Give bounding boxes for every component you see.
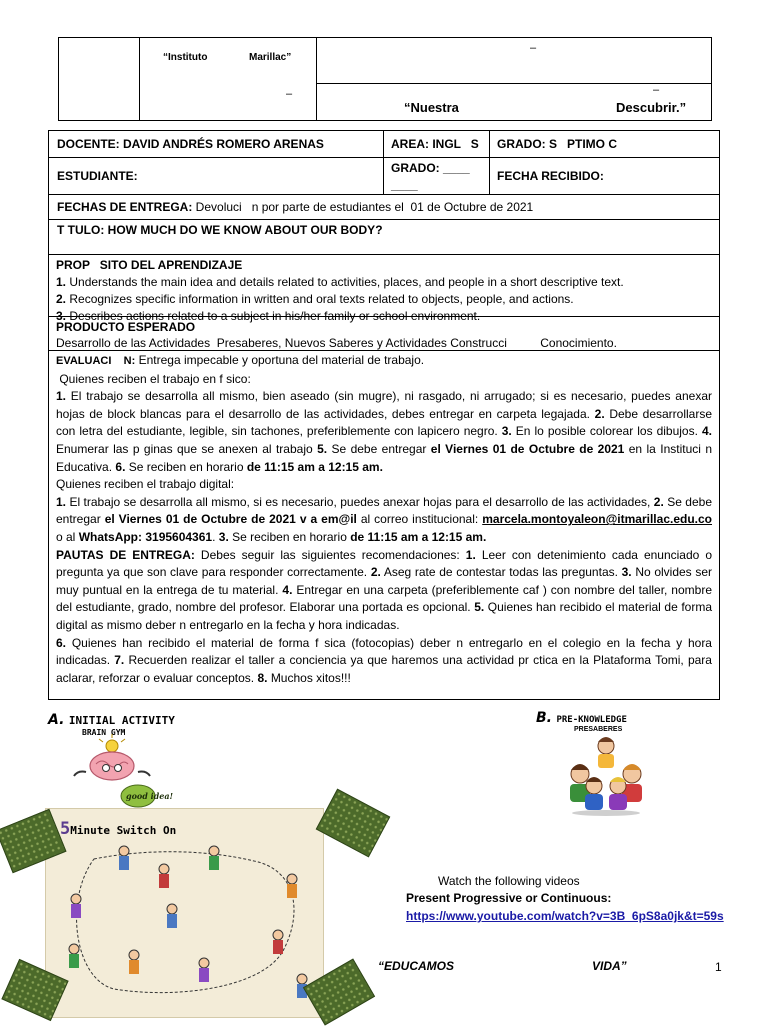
header-dash: – — [286, 88, 293, 100]
pautas-paragraph-2: 6. Quienes han recibido el material de forma f sica (fotocopias) deber n entregarlo en el colegio en la fecha y hora indicadas. 7. Recuerden realizar el taller a conciencia ya que haremos una actividad pr ctica en la Plataforma Tomi, para aclarar, reforzar o evaluar conceptos. 8. Muchos xitos!!! — [56, 635, 712, 685]
footer-left: “EDUCAMOS — [378, 959, 455, 973]
section-a-heading — [48, 711, 175, 729]
teacher-icon — [598, 737, 614, 768]
fechas-text: Devoluci n por parte de estudiantes el 01 de Octubre de 2021 — [192, 200, 534, 214]
students-group-illustration — [566, 734, 646, 816]
footer-right: VIDA” — [592, 959, 627, 973]
good-idea-text: good idea! — [126, 791, 174, 801]
tape-decoration — [316, 789, 391, 858]
presaberes-label: PRESABERES — [574, 726, 623, 733]
area-cell — [383, 131, 490, 157]
brain-gym-label: BRAIN GYM — [82, 728, 126, 737]
videos-topic: Present Progressive or Continuous: — [406, 891, 612, 905]
figure-icon — [119, 846, 129, 870]
poster-title: 5Minute Switch On — [60, 819, 177, 839]
digital-title: Quienes reciben el trabajo digital: — [56, 477, 235, 492]
page-number: 1 — [715, 960, 722, 974]
header-box — [58, 37, 712, 121]
fechas-label: FECHAS DE ENTREGA: — [57, 200, 193, 214]
proposito-section — [49, 255, 719, 323]
figure-icon — [209, 846, 219, 870]
fisico-paragraph: 1. El trabajo se desarrolla all mismo, bien aseado (sin mugre), ni rasgado, ni arrugado; si es necesario, puedes anexar hojas de block blancas para el desarrollo de las actividades, debes entregar en carpeta legajada. 2. Debe desarrollarse con letra del estudiante, legible, sin tachones, preferiblemente con lapicero negro. 3. En lo posible colorear los dibujos. 4. Enumerar las p ginas que se anexen al trabajo 5. Se debe entregar el Viernes 01 de Octubre de 2021 en la Instituci n Educativa. 6. Se reciben en horario de 11:15 am a 12:15 am. — [56, 389, 713, 474]
section-b-heading — [536, 709, 627, 727]
proposito-title: PROP SITO DEL APRENDIZAJE — [56, 258, 243, 272]
fisico-title: Quienes reciben el trabajo en f sico: — [56, 371, 251, 386]
youtube-link[interactable]: https://www.youtube.com/watch?v=3B_6pS8a0jk&t=59s — [406, 909, 724, 923]
brain-gym-poster — [45, 808, 324, 1018]
exercise-figures — [54, 839, 316, 1011]
videos-instruction: Watch the following videos — [438, 874, 580, 888]
row-fechas — [49, 195, 719, 220]
figure-icon — [199, 958, 209, 982]
section-a-title: INITIAL ACTIVITY — [68, 714, 175, 727]
row-titulo — [49, 220, 719, 255]
brain-icon — [90, 752, 134, 780]
figure-icon — [69, 944, 79, 968]
header-dash: – — [530, 42, 537, 54]
figure-icon — [71, 894, 81, 918]
producto-title: PRODUCTO ESPERADO — [56, 320, 196, 334]
section-b-title: PRE-KNOWLEDGE — [556, 715, 627, 725]
figure-icon — [287, 874, 297, 898]
header-dash: – — [653, 84, 660, 96]
grado-c-cell — [489, 131, 719, 157]
producto-section — [49, 317, 719, 351]
proposito-item: 3. Describes actions related to a subject in his/her family or school environment. — [56, 309, 481, 323]
figure-icon — [159, 864, 169, 888]
school-name-left: “Instituto — [163, 52, 208, 63]
fechas-entrega — [57, 200, 533, 214]
grado-cell — [383, 158, 490, 194]
info-table — [48, 130, 720, 700]
pautas-label: PAUTAS DE ENTREGA: — [56, 547, 195, 562]
grado-label: GRADO: ____ — [391, 161, 470, 175]
whatsapp-number: WhatsApp: 3195604361 — [78, 529, 213, 544]
section-a-letter: A. — [48, 712, 65, 728]
evaluacion-label: EVALUACI N: — [56, 355, 136, 367]
grado-line: ____ — [391, 178, 418, 192]
area-label: AREA: INGL S — [391, 137, 479, 151]
school-name-right: Marillac” — [249, 52, 292, 63]
fecha-recibido-cell — [489, 158, 719, 194]
pautas-paragraph: PAUTAS DE ENTREGA: Debes seguir las siguientes recomendaciones: 1. Leer con detenimiento cada enunciado o pregunta ya que son clave para responder correctamente. 2. Aseg rate de contestar todas las preguntas. 3. No olvides ser muy puntual en la entrega de tu material. 4. Entregar en una carpeta (preferiblemente caf ) con nombre del taller, nombre del estudiante, grado, nombre del profesor. Elaborar una portada es opcional. 5. Quienes han recibido el material de forma digital as mismo deber n entregarlo en la fecha y hora indicadas. — [56, 547, 713, 632]
estudiante-label: ESTUDIANTE: — [57, 169, 138, 183]
docente-label: DOCENTE: DAVID ANDRÉS ROMERO ARENAS — [57, 137, 324, 151]
row-docente — [49, 131, 719, 158]
section-b-letter: B. — [536, 710, 552, 726]
figure-icon — [273, 930, 283, 954]
email-link[interactable]: marcela.montoyaleon@itmarillac.edu.co — [482, 512, 712, 527]
fecha-recibido-label: FECHA RECIBIDO: — [497, 169, 604, 183]
proposito-item: 2. Recognizes specific information in written and oral texts related to objects, people, and actions. — [56, 292, 574, 306]
header-top-right-cell — [316, 38, 711, 84]
producto-text: Desarrollo de las Actividades Presaberes, Nuevos Saberes y Actividades Construcci Conocimiento. — [56, 336, 617, 350]
grado-c-label: GRADO: S PTIMO C — [497, 137, 617, 151]
evaluacion-section — [49, 351, 719, 699]
header-logo-cell — [59, 38, 140, 120]
motto-left: “Nuestra — [404, 100, 459, 115]
proposito-item: 1. Understands the main idea and details related to activities, places, and people in a short descriptive text. — [56, 275, 624, 289]
brain-gym-illustration — [66, 738, 174, 810]
figure-icon — [129, 950, 139, 974]
motto-right: Descubrir.” — [616, 100, 687, 115]
evaluacion-intro: Entrega impecable y oportuna del material de trabajo. — [135, 353, 425, 367]
digital-paragraph: 1. El trabajo se desarrolla all mismo, si es necesario, puedes anexar hojas para el desarrollo de las actividades, 2. Se debe entregar el Viernes 01 de Octubre de 2021 v a em@il al correo institucional: marcela.montoyaleon@itmarillac.edu.co o al WhatsApp: 3195604361. 3. Se reciben en horario de 11:15 am a 12:15 am. — [56, 494, 713, 544]
figure-icon — [167, 904, 177, 928]
row-estudiante — [49, 158, 719, 195]
header-school-cell — [139, 38, 317, 120]
titulo: T TULO: HOW MUCH DO WE KNOW ABOUT OUR BODY? — [57, 223, 383, 237]
